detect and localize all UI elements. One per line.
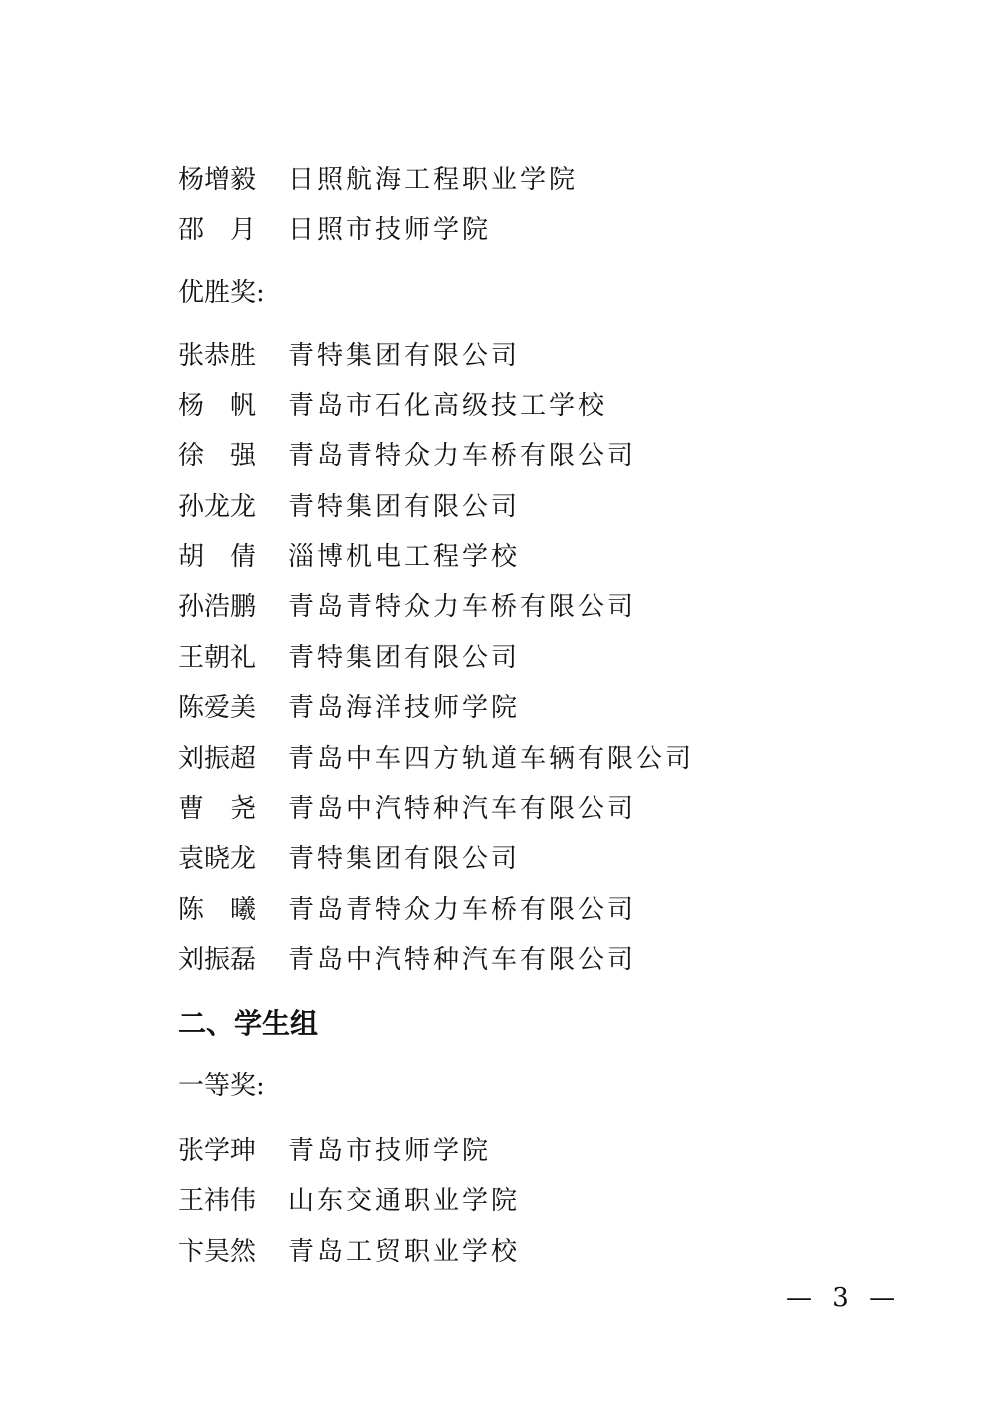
award-entry [178, 537, 520, 577]
awardee-organization: 青岛海洋技师学院 [288, 693, 521, 723]
award-entry [178, 890, 636, 930]
awardee-name: 胡 倩 [178, 542, 257, 572]
student-group-heading: 二、学生组 [178, 1007, 319, 1040]
awardee-name: 刘振超 [178, 744, 257, 774]
awardee-organization: 青特集团有限公司 [288, 492, 521, 522]
award-entry [178, 160, 578, 200]
award-entry [178, 386, 607, 426]
awardee-organization: 青岛中汽特种汽车有限公司 [288, 945, 637, 975]
awardee-name: 杨 帆 [178, 391, 257, 421]
awardee-name: 孙浩鹏 [178, 592, 257, 622]
awardee-organization: 日照市技师学院 [288, 215, 492, 245]
award-entry [178, 638, 520, 678]
awardee-name: 杨增毅 [178, 165, 257, 195]
awardee-organization: 青特集团有限公司 [288, 341, 521, 371]
awardee-organization: 青岛青特众力车桥有限公司 [288, 592, 637, 622]
award-entry [178, 1131, 491, 1171]
award-entry [178, 739, 694, 779]
awardee-name: 曹 尧 [178, 794, 257, 824]
page-number: — 3 — [786, 1283, 902, 1313]
awardee-organization: 青岛工贸职业学校 [288, 1237, 521, 1267]
awardee-organization: 青岛青特众力车桥有限公司 [288, 441, 637, 471]
excellence-award-heading: 优胜奖: [178, 278, 265, 308]
award-entry [178, 587, 636, 627]
award-entry [178, 789, 636, 829]
awardee-organization: 青岛市石化高级技工学校 [288, 391, 608, 421]
awardee-organization: 日照航海工程职业学院 [288, 165, 579, 195]
awardee-organization: 青岛市技师学院 [288, 1136, 492, 1166]
awardee-name: 袁晓龙 [178, 844, 257, 874]
awardee-organization: 山东交通职业学院 [288, 1186, 521, 1216]
awardee-organization: 青特集团有限公司 [288, 643, 521, 673]
awardee-name: 张恭胜 [178, 341, 257, 371]
award-entry [178, 1232, 520, 1272]
awardee-organization: 青岛青特众力车桥有限公司 [288, 895, 637, 925]
awardee-name: 邵 月 [178, 215, 257, 245]
award-entry [178, 688, 520, 728]
first-prize-heading: 一等奖: [178, 1071, 265, 1101]
award-entry [178, 1181, 520, 1221]
awardee-name: 刘振磊 [178, 945, 257, 975]
award-entry [178, 210, 491, 250]
awardee-name: 王朝礼 [178, 643, 257, 673]
awardee-organization: 淄博机电工程学校 [288, 542, 521, 572]
awardee-name: 陈爱美 [178, 693, 257, 723]
award-entry [178, 839, 520, 879]
awardee-name: 王祎伟 [178, 1186, 257, 1216]
awardee-organization: 青特集团有限公司 [288, 844, 521, 874]
awardee-name: 徐 强 [178, 441, 257, 471]
award-entry [178, 940, 636, 980]
awardee-name: 孙龙龙 [178, 492, 257, 522]
awardee-name: 张学珅 [178, 1136, 257, 1166]
awardee-name: 陈 曦 [178, 895, 257, 925]
awardee-organization: 青岛中车四方轨道车辆有限公司 [288, 744, 695, 774]
awardee-organization: 青岛中汽特种汽车有限公司 [288, 794, 637, 824]
awardee-name: 卞昊然 [178, 1237, 257, 1267]
award-entry [178, 436, 636, 476]
award-entry [178, 487, 520, 527]
award-entry [178, 336, 520, 376]
